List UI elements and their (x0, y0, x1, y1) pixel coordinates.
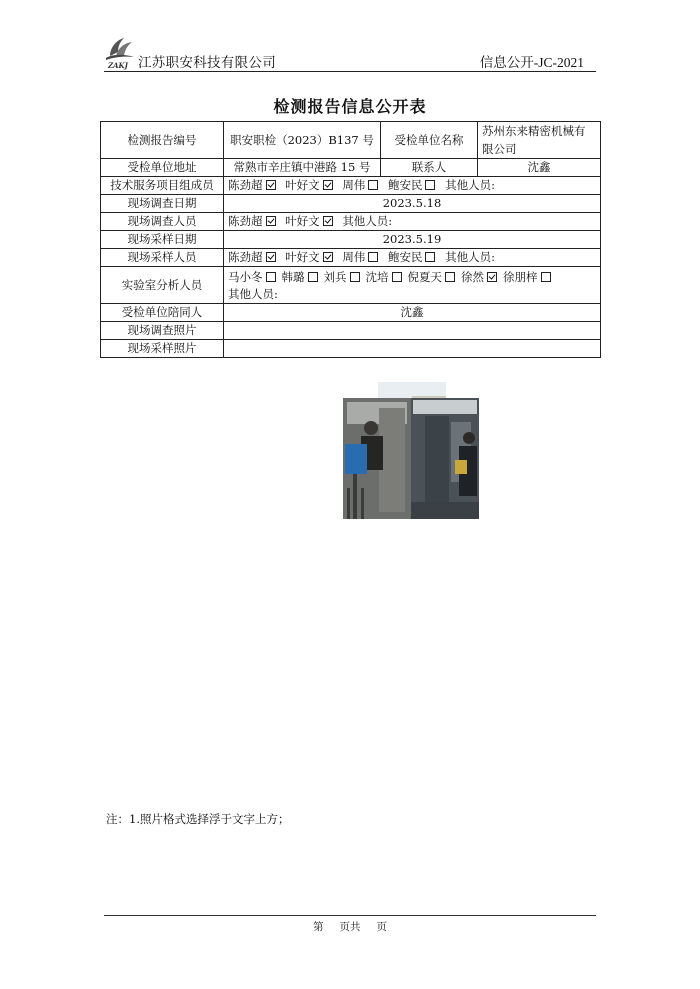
footnote: 注：1.照片格式选择浮于文字上方； (106, 812, 290, 826)
samplers-checklist (224, 249, 601, 267)
analyst-3: 刘兵 (324, 270, 366, 284)
survey-date-value: 2023.5.18 (224, 195, 601, 213)
report-no-value: 职安职检（2023）B137 号 (224, 122, 381, 159)
sampling-date-value: 2023.5.19 (224, 231, 601, 249)
survey-photo-cell (224, 322, 601, 340)
sampler-2: 叶好文 (285, 250, 339, 264)
lab-analysts-checklist (224, 267, 601, 304)
sampling-photo-label: 现场采样照片 (101, 340, 224, 358)
analyst-7: 徐朋梓 (503, 270, 557, 284)
company-logo-icon (104, 34, 138, 70)
checkbox-unchecked[interactable] (266, 272, 276, 282)
checkbox-unchecked[interactable] (425, 252, 435, 262)
checkbox-unchecked[interactable] (368, 180, 378, 190)
team-others: 其他人员: (445, 178, 495, 192)
sampling-photo-cell (224, 340, 601, 358)
client-name-label: 受检单位名称 (381, 122, 478, 159)
client-name-value: 苏州东来精密机械有限公司 (478, 122, 601, 159)
sampling-date-label: 现场采样日期 (101, 231, 224, 249)
analyst-5: 倪夏天 (408, 270, 462, 284)
company-name: 江苏职安科技有限公司 (138, 55, 276, 71)
surveyors-label: 现场调查人员 (101, 213, 224, 231)
team-member-3: 周伟 (342, 178, 384, 192)
checkbox-unchecked[interactable] (445, 272, 455, 282)
team-member-2: 叶好文 (285, 178, 339, 192)
checkbox-unchecked[interactable] (392, 272, 402, 282)
contact-value: 沈鑫 (478, 159, 601, 177)
sampler-3: 周伟 (342, 250, 384, 264)
checkbox-unchecked[interactable] (368, 252, 378, 262)
analyst-2: 韩璐 (282, 270, 324, 284)
page-title: 检测报告信息公开表 (273, 97, 427, 116)
footer-divider (104, 915, 596, 916)
checkbox-unchecked[interactable] (350, 272, 360, 282)
contact-label: 联系人 (381, 159, 478, 177)
header-divider (104, 71, 596, 72)
escort-label: 受检单位陪同人 (101, 304, 224, 322)
analyst-4: 沈培 (366, 270, 408, 284)
survey-date-label: 现场调查日期 (101, 195, 224, 213)
checkbox-unchecked[interactable] (541, 272, 551, 282)
sampler-4: 鲍安民 (388, 250, 442, 264)
survey-photo-label: 现场调查照片 (101, 322, 224, 340)
surveyor-2: 叶好文 (285, 214, 339, 228)
sampler-others: 其他人员: (445, 250, 495, 264)
surveyors-checklist (224, 213, 601, 231)
svg-text:ZAKJ: ZAKJ (108, 61, 128, 70)
sampling-photo-image (343, 398, 479, 519)
checkbox-checked[interactable] (266, 216, 276, 226)
address-value: 常熟市辛庄镇中港路 15 号 (224, 159, 381, 177)
sampler-1: 陈劲超 (228, 250, 282, 264)
checkbox-checked[interactable] (266, 180, 276, 190)
document-code: 信息公开-JC-2021 (479, 55, 584, 70)
checkbox-checked[interactable] (323, 180, 333, 190)
checkbox-checked[interactable] (266, 252, 276, 262)
lab-analysts-label: 实验室分析人员 (101, 267, 224, 304)
analyst-1: 马小冬 (228, 270, 282, 284)
checkbox-checked[interactable] (487, 272, 497, 282)
page-number: 第 页共 页 (313, 921, 387, 933)
checkbox-checked[interactable] (323, 216, 333, 226)
analyst-6: 徐然 (461, 270, 503, 284)
samplers-label: 现场采样人员 (101, 249, 224, 267)
checkbox-unchecked[interactable] (425, 180, 435, 190)
report-info-table (100, 121, 601, 358)
checkbox-checked[interactable] (323, 252, 333, 262)
report-no-label: 检测报告编号 (101, 122, 224, 159)
analyst-others: 其他人员: (228, 286, 278, 301)
team-checklist (224, 177, 601, 195)
surveyor-others: 其他人员: (342, 214, 393, 228)
page-header (104, 34, 596, 74)
address-label: 受检单位地址 (101, 159, 224, 177)
surveyor-1: 陈劲超 (228, 214, 282, 228)
team-member-4: 鲍安民 (388, 178, 442, 192)
team-label: 技术服务项目组成员 (101, 177, 224, 195)
team-member-1: 陈劲超 (228, 178, 282, 192)
checkbox-unchecked[interactable] (308, 272, 318, 282)
escort-value: 沈鑫 (224, 304, 601, 322)
